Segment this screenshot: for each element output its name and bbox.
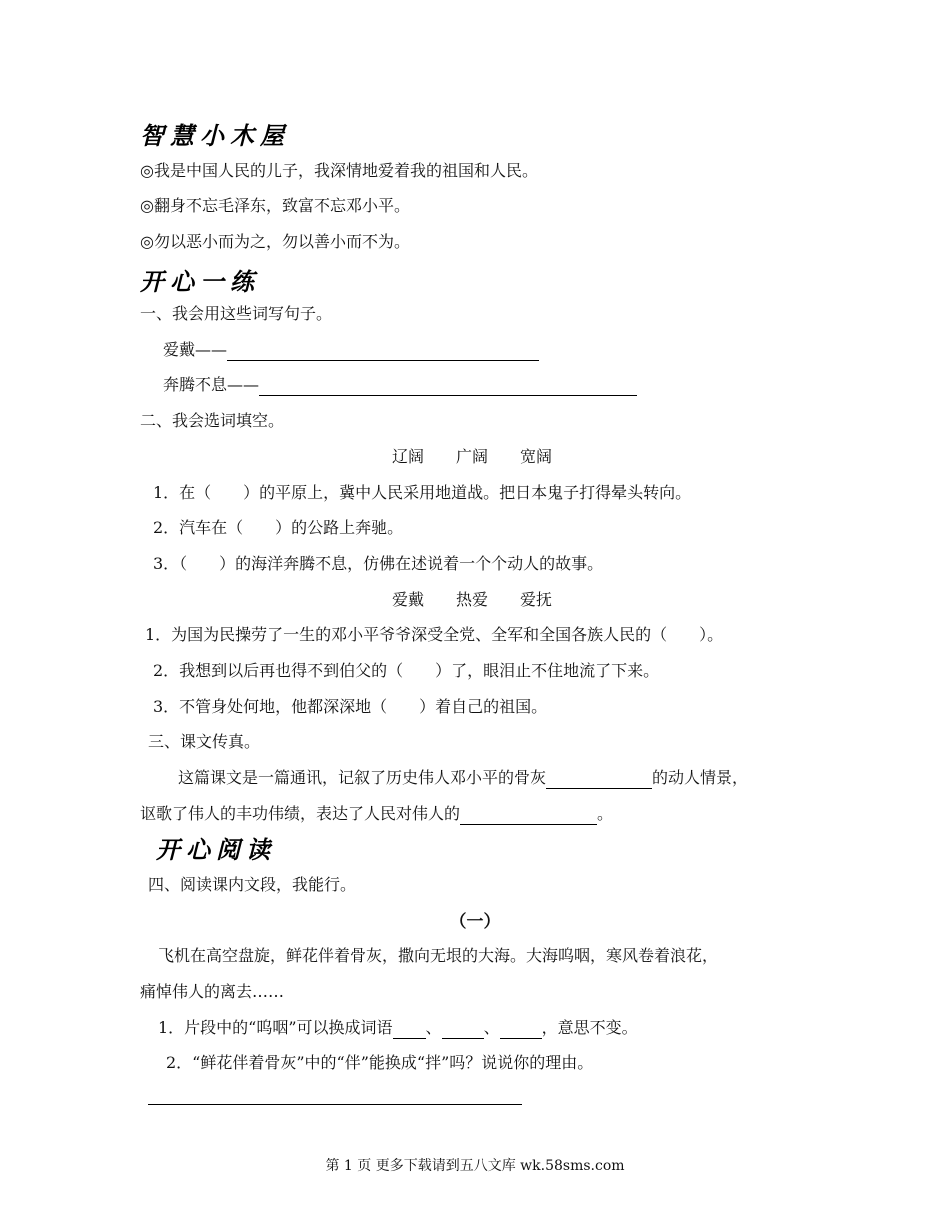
sentence-word-2 — [163, 374, 637, 396]
fill-item-2-3: 3．不管身处何地，他都深深地（ ）着自己的祖国。 — [153, 697, 548, 716]
synonym-blank-1[interactable] — [393, 1020, 426, 1039]
word-choices-2: 爱戴 热爱 爱抚 — [392, 590, 553, 609]
recall-text-2b: 。 — [597, 804, 614, 823]
text-recall-line-1 — [178, 767, 748, 789]
section-title-reading: 开心阅读 — [156, 835, 276, 864]
word-benteng: 奔腾不息—— — [163, 375, 260, 394]
quote-2: ◎翻身不忘毛泽东，致富不忘邓小平。 — [140, 196, 410, 215]
separator-2: 、 — [483, 1018, 500, 1037]
recall-text-2a: 讴歌了伟人的丰功伟绩，表达了人民对伟人的 — [140, 804, 461, 823]
text-recall-line-2 — [140, 803, 613, 825]
separator-1: 、 — [425, 1018, 442, 1037]
fill-item-2-2: 2．我想到以后再也得不到伯父的（ ）了，眼泪止不住地流了下来。 — [153, 661, 660, 680]
quote-3: ◎勿以恶小而为之，勿以善小而不为。 — [140, 232, 410, 251]
question-2-title: 二、我会选词填空。 — [140, 411, 285, 430]
recall-blank-2[interactable] — [460, 806, 597, 825]
recall-blank-1[interactable] — [546, 770, 652, 789]
synonym-blank-2[interactable] — [442, 1020, 484, 1039]
word-aidai: 爱戴—— — [163, 340, 228, 359]
recall-text-1a: 这篇课文是一篇通讯，记叙了历史伟人邓小平的骨灰 — [178, 768, 547, 787]
reading-item-1-end: ，意思不变。 — [541, 1018, 638, 1037]
fill-item-1-2: 2．汽车在（ ）的公路上奔驰。 — [153, 518, 404, 537]
answer-line[interactable] — [148, 1104, 522, 1105]
synonym-blank-3[interactable] — [500, 1020, 542, 1039]
fill-item-1-3: 3．（ ）的海洋奔腾不息，仿佛在述说着一个个动人的故事。 — [153, 554, 604, 573]
section-title-practice: 开心一练 — [140, 267, 260, 296]
question-1-title: 一、我会用这些词写句子。 — [140, 304, 333, 323]
recall-text-1b: 的动人情景， — [652, 768, 749, 787]
fill-item-1-1: 1．在（ ）的平原上，冀中人民采用地道战。把日本鬼子打得晕头转向。 — [153, 483, 692, 502]
reading-item-2: 2．“鲜花伴着骨灰”中的“伴”能换成“拌”吗？说说你的理由。 — [166, 1053, 594, 1072]
word-choices-1: 辽阔 广阔 宽阔 — [392, 447, 553, 466]
answer-blank-1[interactable] — [227, 342, 539, 361]
question-4-title: 四、阅读课内文段，我能行。 — [148, 875, 357, 894]
reading-paragraph-line-1: 飞机在高空盘旋，鲜花伴着骨灰，撒向无垠的大海。大海呜咽，寒风卷着浪花， — [158, 946, 719, 965]
reading-paragraph-line-2: 痛悼伟人的离去…… — [140, 982, 285, 1001]
question-3-title: 三、课文传真。 — [148, 732, 261, 751]
answer-blank-2[interactable] — [259, 377, 637, 396]
reading-item-1-text: 1．片段中的“呜咽”可以换成词语 — [158, 1018, 393, 1037]
reading-item-1 — [158, 1017, 638, 1039]
sentence-word-1 — [163, 339, 539, 361]
part-label: （一） — [449, 912, 501, 932]
quote-1: ◎我是中国人民的儿子，我深情地爱着我的祖国和人民。 — [140, 161, 538, 180]
page-footer: 第 1 页 更多下载请到五八文库 wk.58sms.com — [325, 1158, 625, 1174]
fill-item-2-1: 1．为国为民操劳了一生的邓小平爷爷深受全党、全军和全国各族人民的（ ）。 — [145, 625, 724, 644]
section-title-wisdom: 智慧小木屋 — [140, 121, 290, 150]
